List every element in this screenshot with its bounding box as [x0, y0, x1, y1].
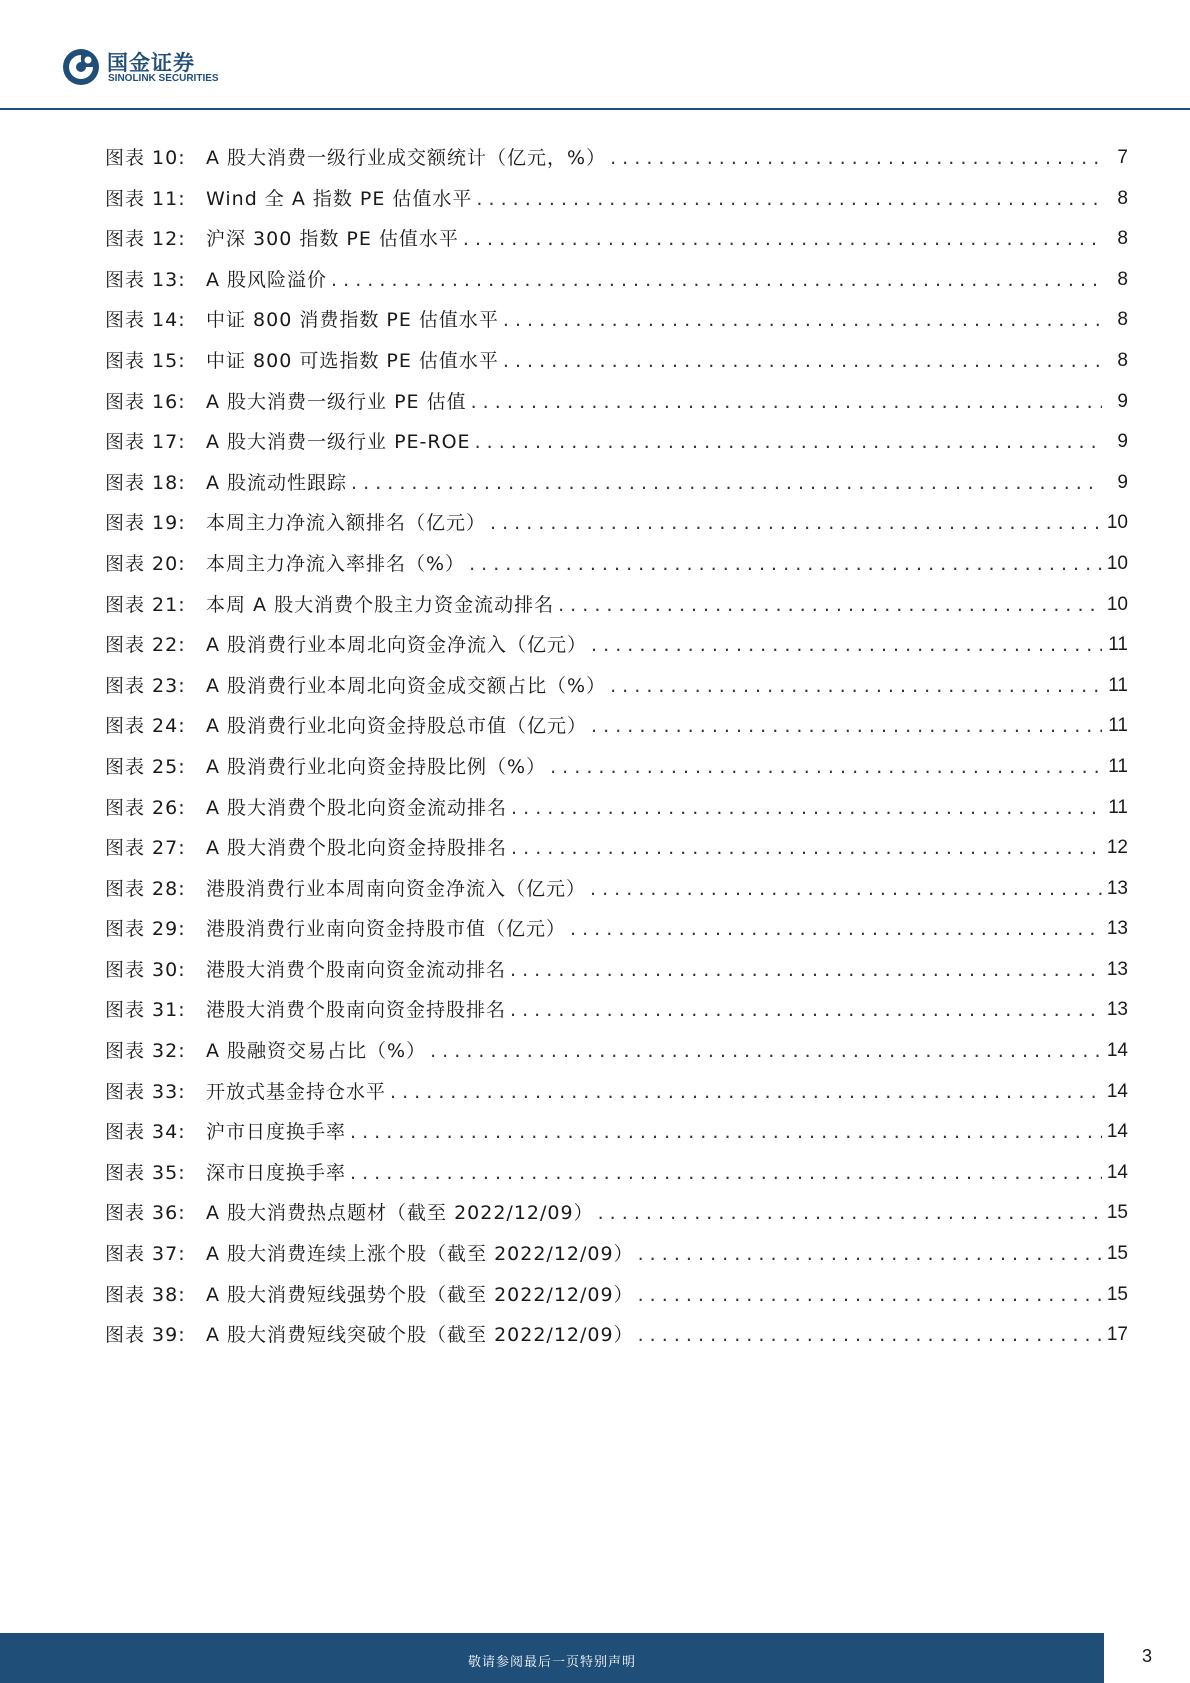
toc-entry-number: 图表 31: [105, 999, 186, 1022]
toc-entry-title[interactable]: A 股大消费个股北向资金流动排名 [206, 796, 508, 819]
toc-dot-leader [558, 591, 1102, 619]
toc-entry[interactable] [105, 509, 1128, 550]
toc-dot-leader [591, 712, 1102, 740]
toc-dot-leader [638, 1240, 1102, 1268]
toc-entry[interactable] [105, 956, 1128, 997]
toc-entry-title[interactable]: 港股消费行业南向资金持股市值（亿元） [206, 918, 567, 941]
toc-entry-title[interactable]: A 股消费行业北向资金持股总市值（亿元） [206, 715, 588, 738]
toc-entry-number: 图表 27: [105, 837, 186, 860]
toc-entry[interactable] [105, 388, 1128, 429]
toc-entry[interactable] [105, 1199, 1128, 1240]
toc-entry-number: 图表 24: [105, 715, 186, 738]
toc-entry-title[interactable]: Wind 全 A 指数 PE 估值水平 [206, 187, 473, 210]
toc-entry-title[interactable]: A 股大消费短线强势个股（截至 2022/12/09） [206, 1283, 634, 1306]
toc-dot-leader [503, 306, 1102, 334]
toc-entry-page[interactable]: 11 [1108, 634, 1128, 656]
toc-entry-number: 图表 22: [105, 634, 186, 657]
toc-entry[interactable] [105, 185, 1128, 226]
toc-entry-page[interactable]: 8 [1117, 349, 1128, 371]
toc-entry-page[interactable]: 13 [1106, 999, 1128, 1021]
toc-entry[interactable] [105, 834, 1128, 875]
toc-entry-page[interactable]: 11 [1108, 796, 1128, 818]
toc-entry-title[interactable]: A 股大消费一级行业 PE 估值 [206, 390, 467, 413]
toc-dot-leader [638, 1321, 1102, 1349]
toc-entry-title[interactable]: A 股风险溢价 [206, 268, 328, 291]
toc-entry-number: 图表 38: [105, 1283, 186, 1306]
toc-entry-title[interactable]: 沪深 300 指数 PE 估值水平 [206, 228, 459, 251]
toc-entry-number: 图表 30: [105, 958, 186, 981]
toc-entry[interactable] [105, 306, 1128, 347]
toc-entry-page[interactable]: 17 [1106, 1324, 1128, 1346]
toc-entry-number: 图表 28: [105, 877, 186, 900]
toc-entry-page[interactable]: 9 [1117, 390, 1128, 412]
page-header [0, 0, 1190, 110]
toc-entry-page[interactable]: 11 [1108, 674, 1128, 696]
toc-entry-title[interactable]: 沪市日度换手率 [206, 1121, 347, 1144]
toc-entry-number: 图表 35: [105, 1161, 186, 1184]
toc-entry-title[interactable]: A 股融资交易占比（%） [206, 1040, 427, 1063]
toc-entry-number: 图表 23: [105, 674, 186, 697]
toc-entry[interactable] [105, 875, 1128, 916]
sinolink-logo [62, 47, 242, 87]
toc-entry-number: 图表 21: [105, 593, 186, 616]
logo-chinese-name: 国金证券 [107, 51, 195, 75]
toc-entry-title[interactable]: 港股大消费个股南向资金持股排名 [206, 999, 507, 1022]
toc-entry[interactable] [105, 753, 1128, 794]
toc-entry-page[interactable]: 10 [1106, 512, 1128, 534]
toc-entry-title[interactable]: A 股消费行业本周北向资金净流入（亿元） [206, 634, 588, 657]
toc-entry-number: 图表 14: [105, 309, 186, 332]
toc-entry[interactable] [105, 631, 1128, 672]
toc-entry-number: 图表 20: [105, 552, 186, 575]
toc-entry-title[interactable]: A 股消费行业本周北向资金成交额占比（%） [206, 674, 607, 697]
toc-entry[interactable] [105, 266, 1128, 307]
toc-entry-page[interactable]: 12 [1106, 837, 1128, 859]
toc-entry-number: 图表 19: [105, 512, 186, 535]
toc-entry-title[interactable]: 港股大消费个股南向资金流动排名 [206, 958, 507, 981]
toc-entry-number: 图表 26: [105, 796, 186, 819]
toc-dot-leader [590, 875, 1102, 903]
toc-entry[interactable] [105, 672, 1128, 713]
toc-dot-leader [610, 672, 1102, 700]
toc-dot-leader [331, 266, 1102, 294]
toc-dot-leader [351, 469, 1102, 497]
toc-dot-leader [638, 1281, 1102, 1309]
logo-english-name: SINOLINK SECURITIES [108, 73, 219, 84]
toc-entry-page[interactable]: 14 [1106, 1040, 1128, 1062]
toc-entry-number: 图表 32: [105, 1040, 186, 1063]
toc-entry-title[interactable]: A 股流动性跟踪 [206, 471, 348, 494]
toc-entry-page[interactable]: 13 [1106, 877, 1128, 899]
toc-entry-number: 图表 17: [105, 431, 186, 454]
toc-dot-leader [598, 1199, 1102, 1227]
toc-entry-page[interactable]: 7 [1117, 147, 1128, 168]
toc-entry-title[interactable]: 港股消费行业本周南向资金净流入（亿元） [206, 877, 587, 900]
toc-entry-number: 图表 37: [105, 1243, 186, 1266]
toc-entry-number: 图表 34: [105, 1121, 186, 1144]
toc-dot-leader [550, 753, 1102, 781]
toc-dot-leader [510, 956, 1102, 984]
toc-entry-page[interactable]: 8 [1117, 309, 1128, 331]
toc-entry-number: 图表 29: [105, 918, 186, 941]
toc-entry-number: 图表 39: [105, 1324, 186, 1347]
toc-entry-title[interactable]: A 股大消费短线突破个股（截至 2022/12/09） [206, 1324, 634, 1347]
toc-entry[interactable] [105, 1281, 1128, 1322]
toc-entry-page[interactable]: 11 [1108, 715, 1128, 737]
toc-entry-title[interactable]: A 股大消费一级行业成交额统计（亿元，%） [206, 147, 607, 169]
toc-dot-leader [610, 144, 1102, 172]
toc-entry-title[interactable]: A 股大消费个股北向资金持股排名 [206, 837, 508, 860]
toc-entry-title[interactable]: 本周 A 股大消费个股主力资金流动排名 [206, 593, 555, 616]
toc-entry[interactable] [105, 591, 1128, 632]
toc-entry[interactable] [105, 1078, 1128, 1119]
toc-entry-page[interactable]: 9 [1117, 471, 1128, 493]
toc-entry-title[interactable]: 本周主力净流入额排名（亿元） [206, 512, 487, 535]
toc-entry-page[interactable]: 14 [1106, 1121, 1128, 1143]
toc-entry-page[interactable]: 13 [1106, 918, 1128, 940]
toc-entry-title[interactable]: 本周主力净流入率排名（%） [206, 552, 466, 575]
toc-entry-page[interactable]: 14 [1106, 1080, 1128, 1102]
toc-dot-leader [511, 834, 1102, 862]
toc-dot-leader [510, 996, 1102, 1024]
toc-dot-leader [469, 550, 1102, 578]
toc-dot-leader [591, 631, 1102, 659]
toc-entry[interactable] [105, 915, 1128, 956]
toc-entry-title[interactable]: A 股大消费热点题材（截至 2022/12/09） [206, 1202, 594, 1225]
toc-dot-leader [350, 1159, 1102, 1187]
toc-entry-title[interactable]: 中证 800 消费指数 PE 估值水平 [206, 309, 499, 332]
toc-entry[interactable] [105, 144, 1128, 185]
toc-entry-number: 图表 25: [105, 755, 186, 778]
toc-entry-number: 图表 33: [105, 1080, 186, 1103]
toc-dot-leader [471, 388, 1102, 416]
toc-entry-page[interactable]: 15 [1106, 1283, 1128, 1305]
footer-disclaimer: 敬请参阅最后一页特别声明 [467, 1655, 636, 1670]
toc-entry[interactable] [105, 428, 1128, 469]
toc-dot-leader [503, 347, 1102, 375]
toc-entry[interactable] [105, 996, 1128, 1037]
toc-entry-number: 图表 10: [105, 147, 186, 169]
toc-entry-number: 图表 18: [105, 471, 186, 494]
toc-dot-leader [490, 509, 1102, 537]
toc-entry-page[interactable]: 13 [1106, 958, 1128, 980]
toc-entry[interactable] [105, 550, 1128, 591]
toc-entry[interactable] [105, 794, 1128, 835]
toc-entry-number: 图表 13: [105, 268, 186, 291]
toc-entry-number: 图表 16: [105, 390, 186, 413]
page-number: 3 [1141, 1646, 1152, 1666]
toc-entry[interactable] [105, 1118, 1128, 1159]
toc-dot-leader [476, 185, 1102, 213]
toc-entry[interactable] [105, 1037, 1128, 1078]
toc-dot-leader [390, 1078, 1102, 1106]
toc-dot-leader [570, 915, 1102, 943]
toc-entry-title[interactable]: 开放式基金持仓水平 [206, 1080, 387, 1103]
toc-dot-leader [463, 225, 1102, 253]
sinolink-logo-icon [62, 48, 100, 86]
toc-entry-title[interactable]: A 股大消费连续上涨个股（截至 2022/12/09） [206, 1243, 634, 1266]
toc-entry-number: 图表 12: [105, 228, 186, 251]
toc-entry-page[interactable]: 15 [1106, 1202, 1128, 1224]
toc-entry-page[interactable]: 10 [1106, 593, 1128, 615]
toc-entry-number: 图表 15: [105, 349, 186, 372]
toc-entry[interactable] [105, 1159, 1128, 1200]
toc-entry-page[interactable]: 10 [1106, 552, 1128, 574]
toc-entry-page[interactable]: 8 [1117, 228, 1128, 250]
toc-entry-number: 图表 36: [105, 1202, 186, 1225]
toc-entry-title[interactable]: A 股消费行业北向资金持股比例（%） [206, 755, 547, 778]
toc-dot-leader [475, 428, 1102, 456]
toc-entry-page[interactable]: 9 [1117, 431, 1128, 453]
toc-entry-title[interactable]: A 股大消费一级行业 PE-ROE [206, 431, 471, 454]
toc-entry[interactable] [105, 712, 1128, 753]
toc-entry[interactable] [105, 225, 1128, 266]
toc-entry-page[interactable]: 11 [1108, 755, 1128, 777]
toc-dot-leader [511, 794, 1102, 822]
toc-entry[interactable] [105, 469, 1128, 510]
toc-dot-leader [350, 1118, 1102, 1146]
header-divider [0, 108, 1190, 110]
figure-index-list [105, 144, 1128, 1362]
toc-entry-number: 图表 11: [105, 187, 186, 210]
toc-entry-page[interactable]: 15 [1106, 1243, 1128, 1265]
toc-entry[interactable] [105, 347, 1128, 388]
toc-entry-page[interactable]: 8 [1117, 187, 1128, 209]
toc-entry[interactable] [105, 1240, 1128, 1281]
toc-dot-leader [430, 1037, 1102, 1065]
toc-entry[interactable] [105, 1321, 1128, 1362]
toc-entry-page[interactable]: 8 [1117, 268, 1128, 290]
toc-entry-title[interactable]: 中证 800 可选指数 PE 估值水平 [206, 349, 499, 372]
toc-entry-page[interactable]: 14 [1106, 1161, 1128, 1183]
toc-entry-title[interactable]: 深市日度换手率 [206, 1161, 347, 1184]
